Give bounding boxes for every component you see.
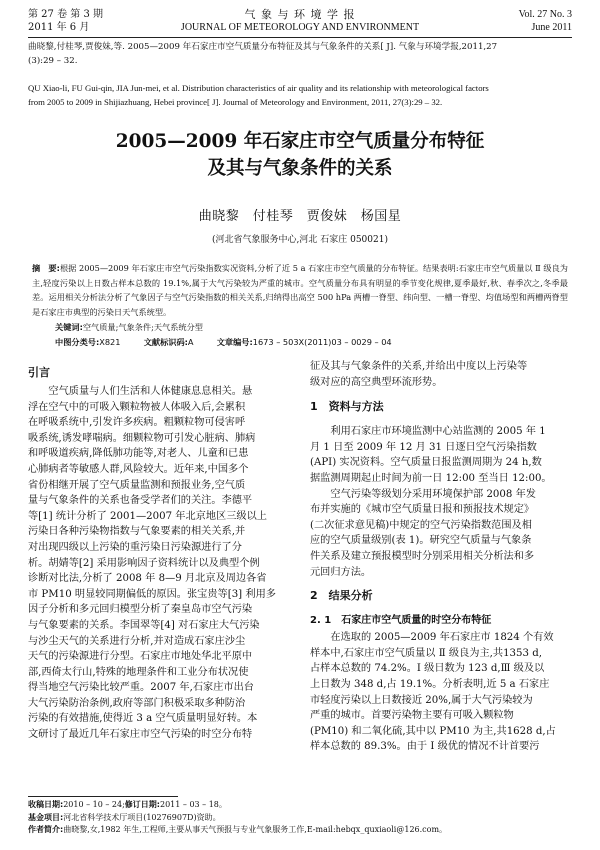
intro-heading: 引言	[28, 366, 50, 379]
header-rule	[28, 37, 572, 38]
header-journal-block	[0, 8, 600, 34]
header-journal-cn: 气 象 与 环 境 学 报	[244, 8, 356, 21]
text-line: 应的空气质量级别(表 1)。研究空气质量与气象条	[310, 535, 532, 547]
citation-en	[28, 82, 572, 109]
abstract-label: 摘 要:	[32, 263, 60, 273]
text-line: 因子分析和多元回归模型分析了秦皇岛市空气污染	[28, 604, 253, 616]
footnote-author	[28, 824, 572, 837]
text-line: 样本中,石家庄市空气质量以 Ⅱ 级良为主,共1353 d,	[310, 647, 542, 659]
text-line: 诊断对比法,分析了 2008 年 8—9 月北京及周边各省	[28, 573, 267, 585]
text-line: 征及其与气象条件的关系,并给出中度以上污染等	[310, 361, 528, 372]
header-date-en: June 2011	[531, 22, 572, 33]
text-line: 析。胡婧等[2] 采用影响因子资料统计以及典型个例	[28, 557, 260, 569]
revised-label: 修订日期:	[124, 800, 160, 809]
text-line: 严重的城市。首要污染物主要有可吸入颗粒物	[310, 710, 514, 722]
text-line: 部,西倚太行山,特殊的地理条件和工业分布状况使	[28, 666, 249, 678]
text-line: 布并实施的《城市空气质量日报和预报技术规定》	[310, 504, 535, 516]
text-line: 污染的有效措施,使得近 3 a 空气质量明显好转。本	[28, 713, 258, 725]
text-line: 在选取的 2005—2009 年石家庄市 1824 个有效	[330, 632, 554, 644]
keywords-label: 关键词:	[55, 322, 83, 332]
text-line: 占样本总数的 74.2%。Ⅰ 级日数为 123 d,Ⅲ 级及以	[310, 663, 545, 675]
author-bio-text: 曲晓黎,女,1982 年生,工程师,主要从事天气预报与专业气象服务工作,E-mail:hebqx_quxiaoli@126.com。	[63, 825, 448, 834]
text-line: 与沙尘天气的关系进行分析,并对造成石家庄沙尘	[28, 635, 246, 647]
section-2-heading: 2 结果分析	[310, 589, 373, 603]
text-line: 与气象要素的关系。李国翠等[4] 对石家庄大气污染	[28, 619, 260, 631]
text-line: 在呼吸系统中,引发许多疾病。粗颗粒物可侵害呼	[28, 417, 246, 429]
text-line: 级对应的高空典型环流形势。	[310, 376, 443, 388]
text-line: 文研讨了最近几年石家庄市空气污染的时空分布特	[28, 729, 253, 741]
text-line: 和呼吸道疾病,降低肺功能等,对老人、儿童和已患	[28, 448, 249, 460]
clc-label: 中图分类号:	[55, 337, 100, 347]
keywords	[55, 320, 565, 335]
footnote-rule	[28, 796, 178, 797]
text-line: 元回归方法。	[310, 566, 372, 578]
text-line: 件关系及建立预报模型时分别采用相关分析法和多	[310, 550, 535, 562]
paper-title-line-2: 及其与气象条件的关系	[207, 158, 393, 179]
text-line: 月 1 日至 2009 年 12 月 31 日逐日空气污染指数	[310, 441, 537, 453]
author-bio-label: 作者简介:	[28, 825, 64, 834]
section-1-body	[310, 424, 572, 580]
header-date-cn: 2011 年 6 月	[28, 22, 90, 33]
received-date: 2010 – 10 – 24;	[63, 800, 125, 809]
clc-value: X821	[99, 337, 121, 347]
article-number-label: 文章编号:	[216, 337, 253, 347]
citation-cn-line-1: 曲晓黎,付桂琴,贾俊妹,等. 2005—2009 年石家庄市空气质量分布特征及其与气象条件的关系[ J]. 气象与环境学报,2011,27	[28, 42, 498, 52]
text-line: 省份相继开展了空气质量监测和预报业务,空气质	[28, 479, 246, 491]
header-vol-en-block	[519, 8, 572, 34]
text-line: 据监测周期起止时间为前一日 12:00 至当日 12:00。	[310, 472, 552, 484]
header-vol-en: Vol. 27 No. 3	[518, 9, 572, 20]
affiliation: (河北省气象服务中心,河北 石家庄 050021)	[212, 235, 388, 245]
fund-text: 河北省科学技术厅项目(10276907D)资助。	[63, 812, 221, 822]
doc-code-label: 文献标识码:	[143, 337, 188, 347]
footnote	[28, 799, 572, 837]
citation-en-line-1: QU Xiao-li, FU Gui-qin, JIA Jun-mei, et al. Distribution characteristics of air quality and its relationship with meteorological factors	[28, 83, 489, 93]
header-vol-issue: 第 27 卷 第 3 期	[28, 9, 103, 20]
text-line: (二次征求意见稿)中规定的空气污染指数范围及相	[310, 519, 532, 531]
text-line: (API) 实况资料。空气质量日报监测周期为 24 h,数	[310, 457, 542, 469]
section-2-1-heading: 2. 1 石家庄市空气质量的时空分布特征	[310, 615, 492, 627]
abstract	[32, 261, 568, 319]
doc-code-value: A	[187, 337, 194, 347]
text-line: 上日数为 348 d,占 19.1%。分析表明,近 5 a 石家庄	[310, 678, 550, 690]
text-line: 大气污染防治条例,政府等部门积极采取多种防治	[28, 697, 246, 709]
fund-label: 基金项目:	[28, 812, 64, 822]
right-column	[310, 359, 572, 755]
citation-cn	[28, 41, 572, 68]
abstract-text: 根据 2005—2009 年石家庄市空气污染指数实况资料,分析了近 5 a 石家庄市空气质量的分布特征。结果表明:石家庄市空气质量以 Ⅱ 级良为主,轻度污染以上日数占样本总数的 19.1%,属于大气污染较为严重的城市。空气质量分布具有明显的季节变化规律,夏季最好,秋、春季次之,冬季最差。运用相关分析法分析了气象因子与空气污染指数的相关关系,归纳得出高空 500 hPa 两槽一脊型、纬向型、一槽一脊型、均值场型和两槽两脊型是石家庄市典型的污染日天气系统型。	[32, 263, 568, 317]
received-label: 收稿日期:	[28, 800, 64, 809]
text-line: 市轻度污染以上日数接近 20%,属于大气污染较为	[310, 694, 533, 706]
text-line: 心肺病者等敏感人群,风险较大。近年来,中国多个	[28, 463, 249, 475]
text-line: 等[1] 统计分析了 2001—2007 年北京地区三级以上	[28, 510, 267, 522]
footnote-dates	[28, 799, 572, 812]
text-line: 天气的污染源进行分型。石家庄市地处华北平原中	[28, 651, 253, 663]
text-line: 利用石家庄市环境监测中心站监测的 2005 年 1	[330, 426, 546, 438]
text-line: 空气污染等级划分采用环境保护部 2008 年发	[330, 488, 536, 500]
header-journal-en: JOURNAL OF METEOROLOGY AND ENVIRONMENT	[180, 22, 420, 33]
intro-continued	[310, 359, 572, 390]
text-line: 得当地空气污染比较严重。2007 年,石家庄市出台	[28, 682, 254, 694]
paper-title-line-1: 2005—2009 年石家庄市空气质量分布特征	[115, 131, 485, 152]
paper-title	[0, 128, 600, 182]
text-line: 空气质量与人们生活和人体健康息息相关。悬	[48, 386, 253, 397]
citation-cn-line-2: (3):29 – 32.	[28, 55, 78, 66]
citation-en-line-2: from 2005 to 2009 in Shijiazhuang, Hebei province[ J]. Journal of Meteorology and Environment, 2011, 27(3):29 – 32.	[28, 96, 443, 107]
revised-date: 2011 – 03 – 18。	[160, 800, 227, 809]
text-line: 市 PM10 明显较同期偏低的原因。张宝贵等[3] 利用多	[28, 588, 276, 600]
keywords-text: 空气质量;气象条件;天气系统分型	[82, 322, 203, 332]
authors: 曲晓黎 付桂琴 贾俊妹 杨国星	[198, 209, 402, 224]
intro-body	[28, 384, 290, 743]
article-number-value: 1673 – 503X(2011)03 – 0029 – 04	[252, 337, 392, 347]
text-line: 量与气象条件的关系也备受学者们的关注。李德平	[28, 495, 253, 507]
section-2-1-body	[310, 630, 572, 755]
text-line: 吸系统,诱发哮喘病。细颗粒物可引发心脏病、肺病	[28, 432, 256, 444]
classification	[55, 335, 575, 350]
footnote-fund	[28, 812, 572, 825]
section-1-heading: 1 资料与方法	[310, 400, 384, 414]
text-line: 浮在空气中的可吸入颗粒物被人体吸入后,会累积	[28, 401, 246, 413]
text-line: 样本总数的 89.3%。由于 Ⅰ 级优的情况不计首要污	[310, 741, 540, 753]
text-line: 对出现四级以上污染的重污染日污染源进行了分	[28, 541, 242, 553]
left-column	[28, 361, 290, 743]
text-line: (PM10) 和二氧化硫,其中以 PM10 为主,共1628 d,占	[310, 725, 556, 737]
text-line: 污染日各种污染物指数与气象要素的相关关系,并	[28, 526, 246, 538]
